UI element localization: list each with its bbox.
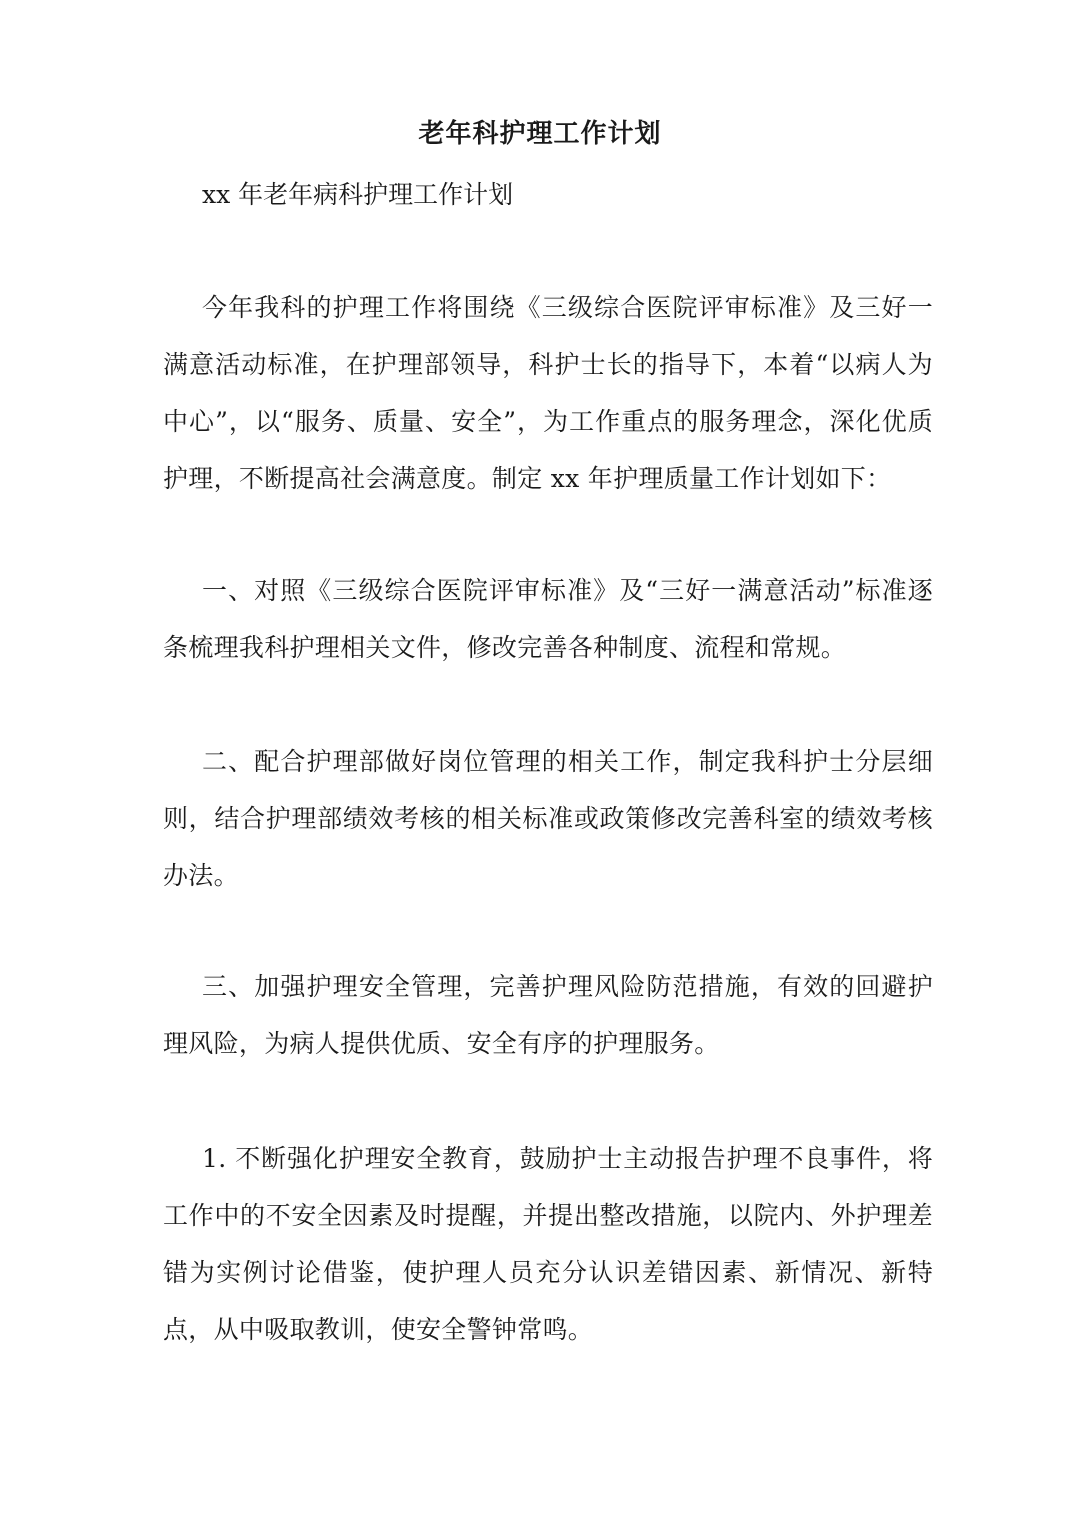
paragraph-item-2: 二、配合护理部做好岗位管理的相关工作，制定我科护士分层细则，结合护理部绩效考核的相关标准或政策修改完善科室的绩效考核办法。 [163, 747, 933, 890]
document-subtitle: xx 年老年病科护理工作计划 [202, 180, 514, 209]
paragraph-subitem-1: 1. 不断强化护理安全教育，鼓励护士主动报告护理不良事件，将工作中的不安全因素及时提醒，并提出整改措施，以院内、外护理差错为实例讨论借鉴，使护理人员充分认识差错因素、新情况、新特点，从中吸取教训，使安全警钟常鸣。 [163, 1144, 933, 1344]
paragraph-intro: 今年我科的护理工作将围绕《三级综合医院评审标准》及三好一满意活动标准，在护理部领导，科护士长的指导下，本着“以病人为中心”，以“服务、质量、安全”，为工作重点的服务理念，深化优质护理，不断提高社会满意度。制定 xx 年护理质量工作计划如下： [163, 293, 933, 493]
document-title: 老年科护理工作计划 [418, 119, 662, 149]
paragraph-item-1: 一、对照《三级综合医院评审标准》及“三好一满意活动”标准逐条梳理我科护理相关文件，修改完善各种制度、流程和常规。 [163, 576, 933, 662]
paragraph-item-3: 三、加强护理安全管理，完善护理风险防范措施，有效的回避护理风险，为病人提供优质、安全有序的护理服务。 [163, 972, 933, 1058]
